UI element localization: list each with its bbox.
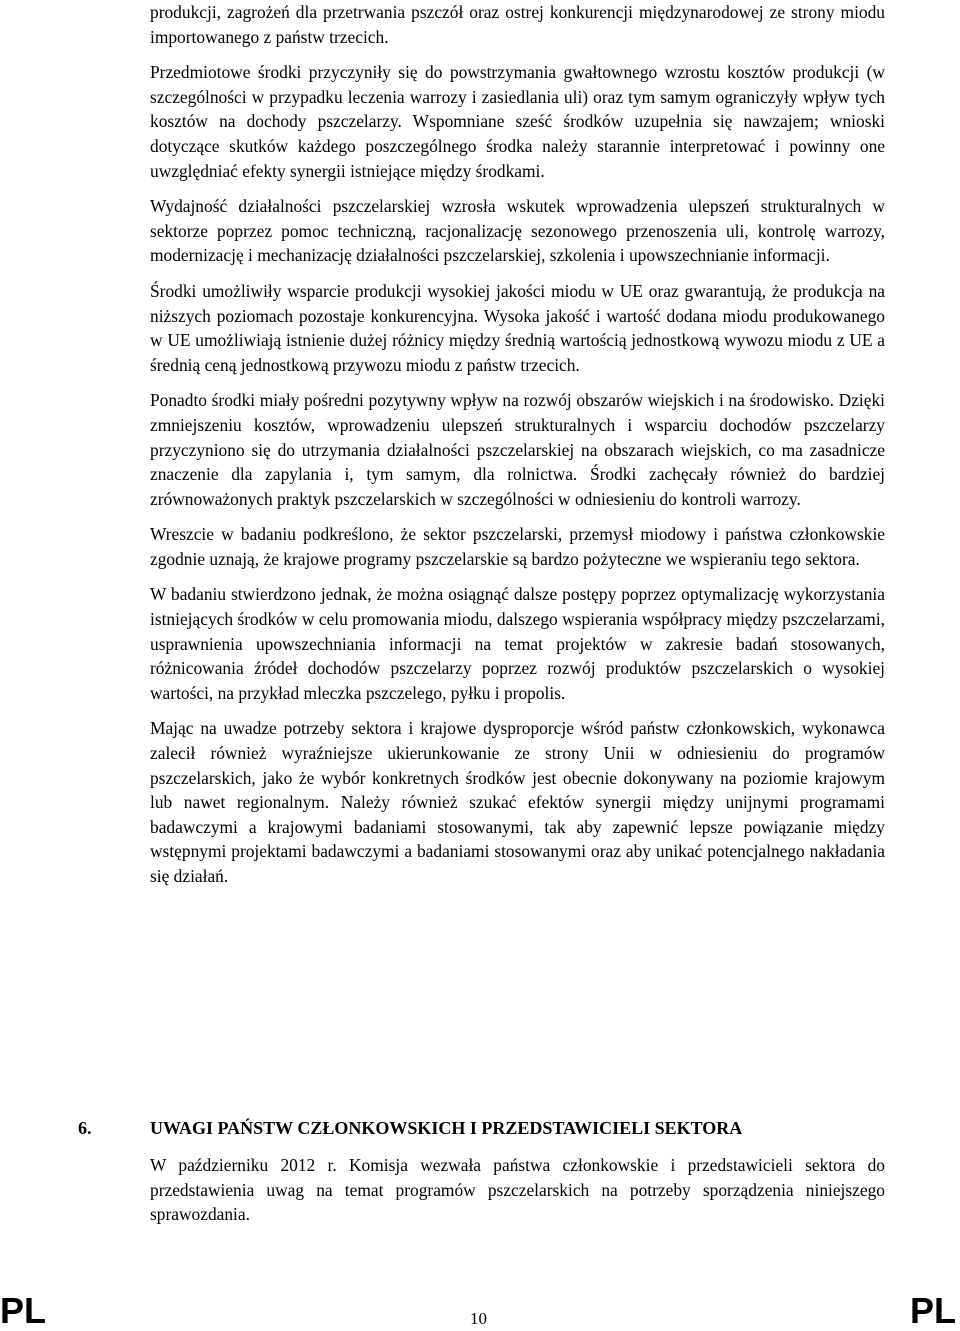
body-text xyxy=(150,0,885,899)
paragraph-4: Środki umożliwiły wsparcie produkcji wysokiej jakości miodu w UE oraz gwarantują, że produkcja na niższych poziomach pozostaje konkurencyjna. Wysoka jakość i wartość dodana miodu produkowanego w UE umożliwiają istnienie dużej różnicy między średnią wartością jednostkową wywozu miodu z UE a średnią ceną jednostkową przywozu miodu z państw trzecich. xyxy=(150,280,885,375)
paragraph-6: Wreszcie w badaniu podkreślono, że sektor pszczelarski, przemysł miodowy i państwa członkowskie zgodnie uznają, że krajowe programy pszczelarskie są bardzo pożyteczne we wspieraniu tego sektora. xyxy=(150,524,885,569)
paragraph-7: W badaniu stwierdzono jednak, że można osiągnąć dalsze postępy poprzez optymalizację wykorzystania istniejących środków w celu promowania miodu, dalszego wspierania współpracy między pszczelarzami, usprawnienia upowszechniania informacji na temat projektów w zakresie badań stosowanych, różnicowania źródeł dochodów pszczelarzy poprzez rozwój produktów pszczelarskich o wysokiej wartości, na przykład mleczka pszczelego, pyłku i propolis. xyxy=(150,584,885,703)
paragraph-2: Przedmiotowe środki przyczyniły się do powstrzymania gwałtownego wzrostu kosztów produkcji (w szczególności w przypadku leczenia warrozy i zasiedlania uli) oraz tym samym ograniczyły wpływ tych kosztów na dochody pszczelarzy. Wspomniane sześć środków uzupełnia się nawzajem; wnioski dotyczące skutków każdego poszczególnego środka należy starannie interpretować i powinny one uwzględniać efekty synergii istniejące między środkami. xyxy=(150,62,885,181)
footer-language-right: PL xyxy=(909,1290,956,1331)
section-number: 6. xyxy=(78,1118,92,1138)
footer-language-left: PL xyxy=(0,1290,47,1331)
paragraph-3: Wydajność działalności pszczelarskiej wzrosła wskutek wprowadzenia ulepszeń strukturalnych w sektorze poprzez pomoc techniczną, racjonalizację sezonowego przenoszenia uli, kontrolę warrozy, modernizację i mechanizację działalności pszczelarskiej, szkolenia i upowszechnianie informacji. xyxy=(150,196,885,266)
section-body: W październiku 2012 r. Komisja wezwała państwa członkowskie i przedstawicieli sektora do przedstawienia uwag na temat programów pszczelarskich na potrzeby sporządzenia niniejszego sprawozdania. xyxy=(150,1155,885,1225)
paragraph-1: produkcji, zagrożeń dla przetrwania pszczół oraz ostrej konkurencji międzynarodowej ze strony miodu importowanego z państw trzecich. xyxy=(150,2,885,47)
paragraph-8: Mając na uwadze potrzeby sektora i krajowe dysproporcje wśród państw członkowskich, wykonawca zalecił również wyraźniejsze ukierunkowanie ze strony Unii w odniesieniu do programów pszczelarskich, jako że wybór konkretnych środków jest obecnie dokonywany na poziomie krajowym lub nawet regionalnym. Należy również szukać efektów synergii między unijnymi programami badawczymi a krajowymi badaniami stosowanymi, tak aby zapewnić lepsze powiązanie między wstępnymi projektami badawczymi a badaniami stosowanymi oraz aby unikać potencjalnego nakładania się działań. xyxy=(150,718,885,886)
paragraph-5: Ponadto środki miały pośredni pozytywny wpływ na rozwój obszarów wiejskich i na środowisko. Dzięki zmniejszeniu kosztów, wprowadzeniu ulepszeń strukturalnych i wsparciu dochodów pszczelarzy przyczyniono się do utrzymania działalności pszczelarskiej na obszarach wiejskich, co ma zasadnicze znaczenie dla zapylania i, tym samym, dla rolnictwa. Środki zachęcały również do bardziej zrównoważonych praktyk pszczelarskich w szczególności w odniesieniu do kontroli warrozy. xyxy=(150,390,885,509)
section-title: UWAGI PAŃSTW CZŁONKOWSKICH I PRZEDSTAWICIELI SEKTORA xyxy=(150,1118,743,1138)
page-number: 10 xyxy=(470,1309,487,1328)
